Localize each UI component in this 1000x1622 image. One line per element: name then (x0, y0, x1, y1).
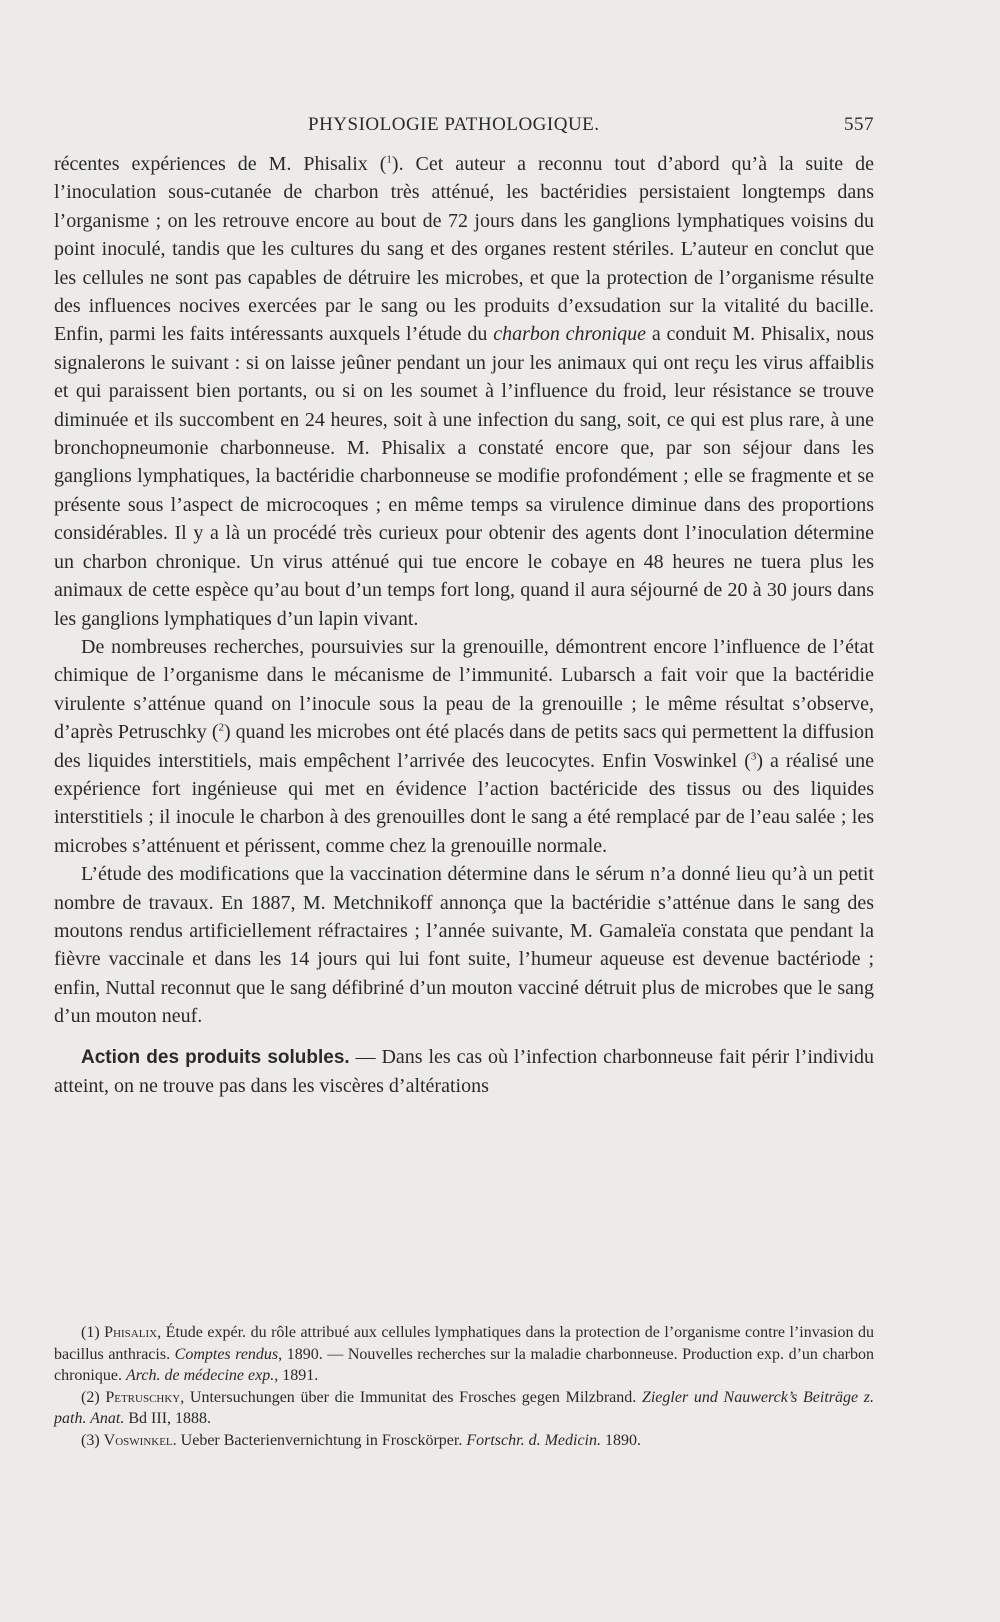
running-title: PHYSIOLOGIE PATHOLOGIQUE. (308, 114, 600, 135)
footnote: (2) Petruschky, Untersuchungen über die Immunitat des Frosches gegen Milzbrand. Ziegler und Nauwerck’s Beiträge z. path. Anat. Bd III, 1888. (54, 1388, 874, 1428)
footnote-ref: 1 (386, 153, 392, 166)
footnote: (3) Voswinkel. Ueber Bacterienvernichtung in Frosckörper. Fortschr. d. Medicin. 1890. (81, 1431, 641, 1449)
footnote: (1) Phisalix, Étude expér. du rôle attribué aux cellules lymphatiques dans la protection de l’organisme contre l’invasion du bacillus anthracis. Comptes rendus, 1890. — Nouvelles recherches sur la maladie charbonneuse. Production exp. d’un charbon chronique. Arch. de médecine exp., 1891. (54, 1324, 875, 1385)
paragraph: récentes expériences de M. Phisalix ($^1$). Cet auteur a reconnu tout d’abord qu’à la suite de l’inoculation sous-cutanée de charbon très atténué, les bactéridies persistaient longtemps dans l’organisme ; on les retrouve encore au bout de 72 jours dans les ganglions lymphatiques voisins du point inoculé, tandis que les cultures du sang et des organes restent stériles. L’auteur en conclut que les cellules ne sont pas capables de détruire les microbes, et que la protection de l’organisme résulte des influences nocives exercées par le sang ou les produits d’exsudation sur la vitalité du bacille. Enfin, parmi les faits intéressants auxquels l’étude du charbon chronique a conduit M. Phisalix, nous signalerons le suivant : si on laisse jeûner pendant un jour les animaux qui ont reçu les virus affaiblis et qui paraissent bien portants, ou si on les soumet à l’influence du froid, leur résistance se trouve diminuée et ils succombent en 24 heures, soit à une infection du sang, soit, ce qui est plus rare, à une bronchopneumonie charbonneuse. M. Phisalix a constaté encore que, par son séjour dans les ganglions lymphatiques, la bactéridie charbonneuse se modifie profondément ; elle se fragmente et se présente sous l’aspect de microcoques ; en même temps sa virulence diminue dans des proportions considérables. Il y a là un procédé très curieux pour obtenir des agents dont l’inoculation détermine un charbon chronique. Un virus atténué qui tue encore le cobaye en 48 heures ne tuera plus les animaux de cette espèce qu’au bout d’un temps fort long, quand il aura séjourné de 20 à 30 jours dans les ganglions lymphatiques d’un lapin vivant. (54, 153, 874, 630)
paragraph: Action des produits solubles. — Dans les cas où l’infection charbonneuse fait périr l’individu atteint, on ne trouve pas dans les viscères d’altérations (54, 1045, 874, 1097)
paragraph: De nombreuses recherches, poursuivies sur la grenouille, démontrent encore l’influence de l’état chimique de l’organisme dans le mécanisme de l’immunité. Lubarsch a fait voir que la bactéridie virulente s’atténue quand on l’inocule sous la peau de la grenouille ; le même résultat s’observe, d’après Petruschky ($^2$) quand les microbes ont été placés dans de petits sacs qui permettent la diffusion des liquides interstitiels, mais empêchent l’arrivée des leucocytes. Enfin Voswinkel ($^3$) a réalisé une expérience fort ingénieuse qui met en évidence l’action bactéricide des tissus ou des liquides interstitiels ; il inocule le charbon à des grenouilles dont le sang a été remplacé par de l’eau salée ; les microbes s’atténuent et périssent, comme chez la grenouille normale. (54, 635, 874, 857)
footnotes (54, 1322, 874, 1452)
footnote-ref: 3 (750, 749, 757, 762)
section-heading: Action des produits solubles. (81, 1046, 350, 1068)
footnote-ref: 2 (218, 721, 224, 734)
paragraph: L’étude des modifications que la vaccination détermine dans le sérum n’a donné lieu qu’à un petit nombre de travaux. En 1887, M. Metchnikoff annonça que la bactéridie s’atténue dans le sang des moutons rendus artificiellement réfractaires ; l’année suivante, M. Gamaleïa constata que pendant la fièvre vaccinale et dans les 14 jours qui lui font suite, l’humeur aqueuse est devenue bactériode ; enfin, Nuttal reconnut que le sang défibriné d’un mouton vacciné détruit plus de microbes que le sang d’un mouton neuf. (54, 863, 874, 1028)
main-text (54, 150, 874, 1100)
page-number: 557 (844, 114, 874, 135)
